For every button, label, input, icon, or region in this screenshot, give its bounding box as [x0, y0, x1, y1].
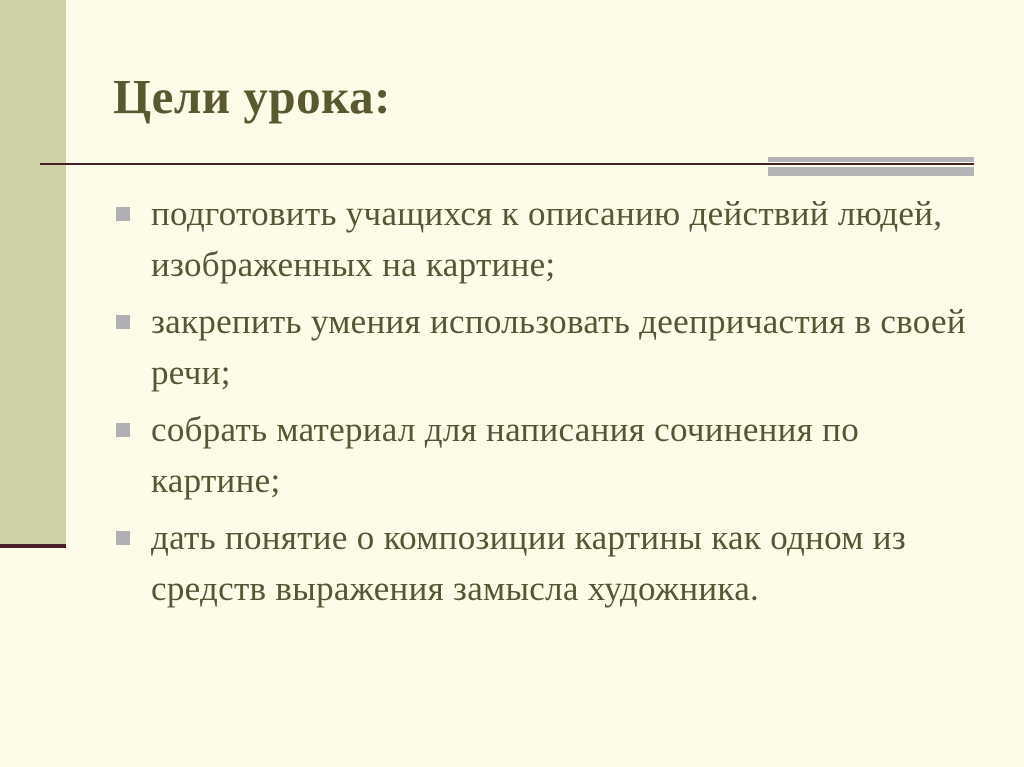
bullet-item	[113, 404, 993, 506]
square-bullet-icon	[116, 531, 130, 545]
bullet-item	[113, 296, 993, 398]
title-divider-gray-bars	[768, 157, 974, 177]
square-bullet-icon	[116, 423, 130, 437]
side-decorative-band	[0, 0, 66, 546]
square-bullet-icon	[116, 315, 130, 329]
bullet-list	[113, 188, 993, 620]
bullet-text: закрепить умения использовать деепричастия в своей речи;	[151, 302, 966, 392]
bullet-text: подготовить учащихся к описанию действий людей, изображенных на картине;	[151, 194, 943, 284]
slide-title: Цели урока:	[113, 69, 391, 124]
square-bullet-icon	[116, 207, 130, 221]
gray-bar-top	[768, 157, 974, 162]
bullet-text: собрать материал для написания сочинения по картине;	[151, 410, 859, 500]
gray-bar-bottom	[768, 167, 974, 176]
bullet-item	[113, 188, 993, 290]
bullet-text: дать понятие о композиции картины как одном из средств выражения замысла художника.	[151, 518, 906, 608]
side-band-underline	[0, 544, 66, 548]
bullet-item	[113, 512, 993, 614]
